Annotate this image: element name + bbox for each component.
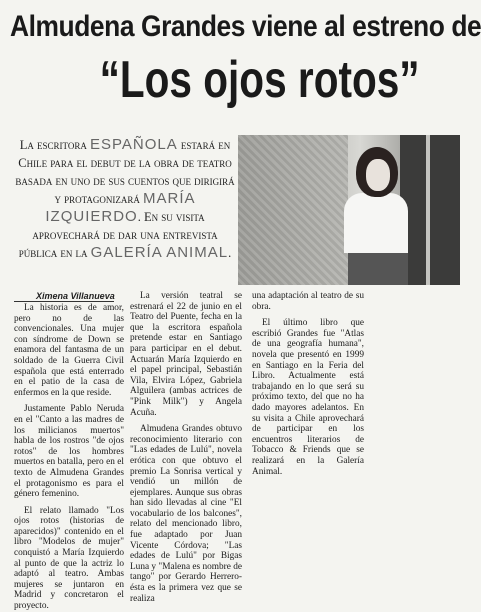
paragraph: La historia es de amor, pero no de las convencionales. Una mujer con síndrome de Down se enamora del fantasma de un soldado de la Guerra Civil española que está enterrado en el patio de la casa de enfermos en la que reside. (14, 303, 124, 398)
paragraph: Almudena Grandes obtuvo reconocimiento literario con "Las edades de Lulú", novela erótica con que obtuvo el premio La Sonrisa vertical y vendió un millón de ejemplares. Aunque sus obras han sido llevadas al cine "El vocabulario de los balcones", relato del mencionado libro, fue adaptado por Juan Vicente Córdova; "Las edades de Lulú" por Bigas Luna y "Malena es nombre de tango" por Gerardo Herrero- ésta es la primera vez que se realiza (130, 424, 242, 604)
byline: Ximena Villanueva (36, 291, 115, 301)
photo-figure-body (344, 193, 408, 253)
photo-figure-face (366, 159, 390, 191)
lead-text-1: La escritora (19, 138, 90, 152)
lead-highlight-2: MARÍA IZQUIERDO (45, 190, 196, 225)
body-column-1 (14, 303, 124, 612)
lead-highlight-1: ESPAÑOLA (89, 136, 178, 153)
paragraph: La versión teatral se estrenará el 22 de junio en el Teatro del Puente, fecha en la que la escritora española pretende estar en Santiago para participar en el debut. Actuarán María Izquierdo en el papel principal, Sebastián Vila, Elvira López, Gabriela Alguilera (ambas actrices de "Pink Milk") y Angela Acuña. (130, 291, 242, 418)
paragraph: Justamente Pablo Neruda en el "Canto a las madres de los milicianos muertos" habla de los rostros "de ojos rotos" de los hombres muertos en batalla, pero en el texto de Almudena Grandes el protagonismo es para el género femenino. (14, 404, 124, 500)
lead-text-2: estará en Chile para el debut de la obra de teatro basada en uno de sus cuentos que dirigirá y protagonizará (15, 138, 235, 206)
photo-window (400, 135, 460, 285)
lead-text-4: . (228, 246, 232, 260)
photo-wall (238, 135, 348, 285)
photo-window-frame (426, 135, 430, 285)
article-title: “Los ojos rotos” (99, 51, 420, 109)
body-column-2 (130, 291, 242, 604)
author-photo (238, 135, 460, 285)
body-column-3 (252, 291, 364, 596)
lead-highlight-3: GALERÍA ANIMAL (90, 244, 229, 261)
paragraph: El relato llamado "Los ojos rotos (historias de aparecidos)" contenido en el libro "Modelos de mujer" conquistó a María Izquierdo al punto de que la actriz lo adaptó al teatro. Ambas mujeres se juntaron en Madrid y concretaron el proyecto. (14, 505, 124, 612)
byline-rule (14, 301, 114, 302)
lead-text-3: . En su visita aprovechará de dar una entrevista pública en la (18, 210, 218, 260)
paragraph: El último libro que escribió Grandes fue "Atlas de una geografía humana", novela que presentó en 1999 en Santiago en la Feria del Libro. Actualmente está trabajando en lo que será su próximo texto, del que no ha dado mayores adelantos. En su visita a Chile aprovechará de participar en los encuentros literarios de Tobacco & Friends que se realizará en la Galería Animal. (252, 318, 364, 477)
headline: Almudena Grandes viene al estreno de (10, 10, 481, 43)
paragraph: una adaptación al teatro de su obra. (252, 291, 364, 312)
lead-paragraph (14, 136, 236, 262)
